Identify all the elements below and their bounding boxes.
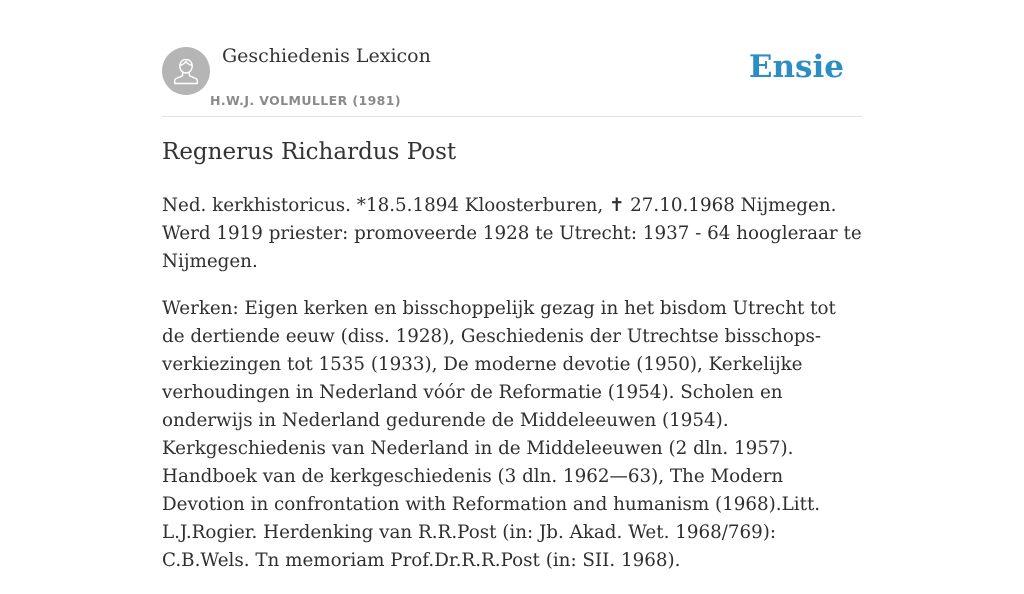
article-paragraph: Werken: Eigen kerken en bisschoppelijk gezag in het bisdom Utrecht tot de dertiende eeuw (diss. 1928), Geschiedenis der Utrechtse bisschops- verkiezingen tot 1535 (1933), De moderne devotie (1950), Kerkelijke verhoudingen in Nederland vóór de Reformatie (1954). Scholen en onderwijs in Nederland gedurende de Middeleeuwen (1954). Kerkgeschiedenis van Nederland in de Middeleeuwen (2 dln. 1957). Handboek van de kerkgeschiedenis (3 dln. 1962—63), The Modern Devotion in confrontation with Reformation and humanism (1968).Litt. L.J.Rogier. Herdenking van R.R.Post (in: Jb. Akad. Wet. 1968/769): C.B.Wels. Tn memoriam Prof.Dr.R.R.Post (in: SII. 1968). xyxy=(162,298,836,571)
article-paragraph: Ned. kerkhistoricus. *18.5.1894 Kloosterburen, ✝ 27.10.1968 Nijmegen. Werd 1919 priester: promoveerde 1928 te Utrecht: 1937 - 64 hoogleraar te Nijmegen. xyxy=(162,195,862,272)
source-header xyxy=(162,0,862,117)
user-icon xyxy=(162,47,210,95)
page xyxy=(162,0,862,571)
brand-logo[interactable]: Ensie xyxy=(748,49,844,85)
source-title[interactable]: Geschiedenis Lexicon xyxy=(222,45,431,67)
article-body xyxy=(162,192,864,594)
source-avatar[interactable] xyxy=(162,47,210,95)
source-author: H.W.J. VOLMULLER (1981) xyxy=(210,93,401,108)
article-title: Regnerus Richardus Post xyxy=(162,139,457,165)
